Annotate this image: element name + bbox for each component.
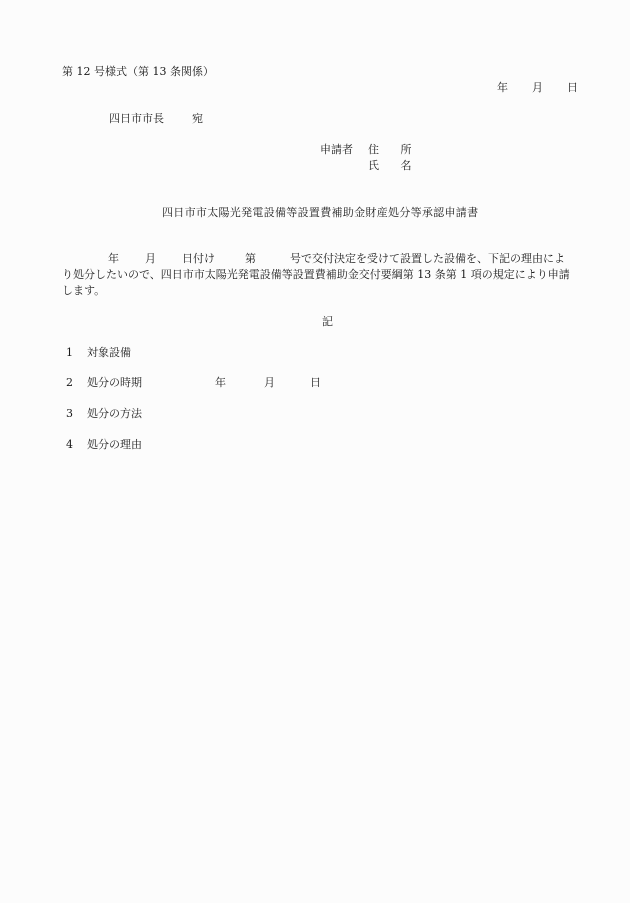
- body-line-2: り処分したいので、四日市市太陽光発電設備等設置費補助金交付要綱第 13 条第 1 項の規定により申請: [62, 268, 570, 281]
- item-number: 4: [66, 438, 73, 451]
- addressee-honorific: 宛: [192, 112, 203, 125]
- body-paragraph: [62, 251, 590, 299]
- date-day-label: 日: [567, 81, 578, 94]
- body-day-suffix: 日付け: [182, 252, 215, 265]
- disposal-year-label: 年: [215, 376, 226, 389]
- document-title: 四日市市太陽光発電設備等設置費補助金財産処分等承認申請書: [162, 206, 479, 219]
- applicant-name-row: [368, 160, 421, 171]
- form-number: 第 12 号様式（第 13 条関係）: [62, 65, 214, 78]
- body-year-label: 年: [108, 252, 119, 265]
- applicant-label: 申請者: [320, 143, 353, 156]
- item-label: 処分の時期: [87, 376, 142, 389]
- applicant-address-label: 住 所: [368, 143, 421, 156]
- item-disposal-timing: [66, 377, 142, 388]
- item-disposal-reason: [66, 439, 142, 450]
- item-number: 3: [66, 407, 73, 420]
- body-line-3: します。: [62, 284, 106, 297]
- body-line-1: [62, 251, 590, 267]
- body-line-1-rest: 号で交付決定を受けて設置した設備を、下記の理由によ: [290, 252, 565, 265]
- disposal-date: [215, 377, 321, 388]
- item-target-equipment: [66, 347, 131, 358]
- applicant-name-label: 氏 名: [368, 159, 421, 172]
- disposal-month-label: 月: [264, 376, 275, 389]
- addressee: [109, 113, 203, 124]
- applicant-block: [320, 144, 421, 155]
- addressee-name: 四日市市長: [109, 112, 164, 125]
- ki-heading: 記: [322, 315, 333, 328]
- body-number-prefix: 第: [245, 252, 256, 265]
- date-month-label: 月: [532, 81, 543, 94]
- item-label: 対象設備: [87, 346, 131, 359]
- item-number: 2: [66, 376, 73, 389]
- item-label: 処分の理由: [87, 438, 142, 451]
- disposal-day-label: 日: [310, 376, 321, 389]
- item-disposal-method: [66, 408, 142, 419]
- item-label: 処分の方法: [87, 407, 142, 420]
- date-year-label: 年: [497, 81, 508, 94]
- body-month-label: 月: [145, 252, 156, 265]
- submission-date: [497, 82, 578, 93]
- item-number: 1: [66, 346, 73, 359]
